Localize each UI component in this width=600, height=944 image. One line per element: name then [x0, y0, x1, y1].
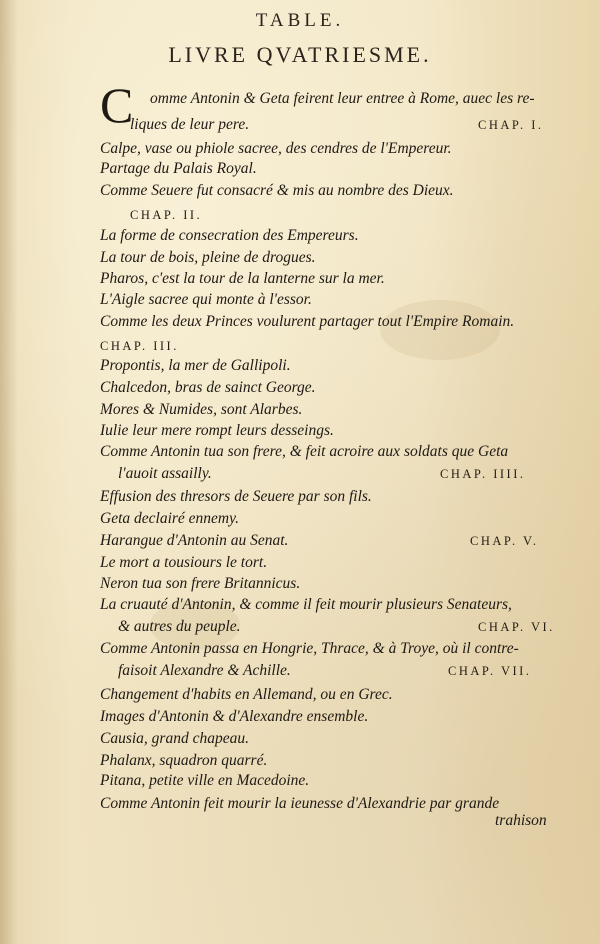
toc-entry-text: Partage du Palais Royal.: [100, 160, 257, 177]
toc-entry-text: Phalanx, squadron quarré.: [100, 752, 268, 769]
toc-entry: [0, 116, 600, 138]
toc-entry-text: L'Aigle sacree qui monte à l'essor.: [100, 291, 312, 308]
toc-entry-text: Images d'Antonin & d'Alexandre ensemble.: [100, 708, 369, 725]
chapter-label: CHAP. V.: [470, 534, 539, 548]
chapter-label: CHAP. III.: [100, 339, 179, 353]
toc-entry: [0, 337, 600, 359]
toc-entry: [0, 422, 600, 444]
chapter-label: CHAP. II.: [130, 208, 203, 222]
toc-entry: [0, 465, 600, 487]
toc-entry-text: Geta declairé ennemy.: [100, 510, 240, 527]
toc-entry-text: La cruauté d'Antonin, & comme il feit mourir plusieurs Senateurs,: [100, 596, 512, 613]
toc-entry: [0, 686, 600, 708]
toc-entry-text: La tour de bois, pleine de drogues.: [100, 249, 316, 266]
toc-entry: [0, 662, 600, 684]
toc-entry: [0, 730, 600, 752]
toc-entry-text: Comme Seuere fut consacré & mis au nombre des Dieux.: [100, 182, 454, 199]
chapter-label: CHAP. IIII.: [440, 467, 526, 481]
toc-entry-text: Calpe, vase ou phiole sacree, des cendres de l'Empereur.: [100, 140, 452, 157]
toc-entry: [0, 532, 600, 554]
toc-entry-text: Comme Antonin tua son frere, & feit acroire aux soldats que Geta: [100, 443, 509, 460]
toc-entry: [0, 575, 600, 597]
catchword: trahison: [495, 812, 547, 829]
chapter-label: CHAP. VII.: [448, 664, 532, 678]
toc-entry-text: l'auoit assailly.: [118, 465, 212, 482]
toc-entry-text: Effusion des thresors de Seuere par son fils.: [100, 488, 372, 505]
toc-entry: [0, 618, 600, 640]
toc-entry: [0, 291, 600, 313]
toc-entry-text: omme Antonin & Geta feirent leur entree à Rome, auec les re-: [150, 90, 535, 107]
toc-entry: [0, 640, 600, 662]
toc-entry-text: Iulie leur mere rompt leurs desseings.: [100, 422, 334, 439]
toc-entry: [0, 510, 600, 532]
toc-entry: [0, 182, 600, 204]
toc-entry-text: Chalcedon, bras de sainct George.: [100, 379, 316, 396]
toc-entry-text: Propontis, la mer de Gallipoli.: [100, 357, 291, 374]
toc-entry-text: Pitana, petite ville en Macedoine.: [100, 772, 310, 789]
toc-entry: [0, 596, 600, 618]
toc-entry: [0, 554, 600, 576]
toc-entry: [0, 140, 600, 162]
toc-entry-text: Le mort a tousiours le tort.: [100, 554, 268, 571]
toc-entry: [0, 379, 600, 401]
toc-entry: [0, 90, 600, 112]
toc-entry-text: Causia, grand chapeau.: [100, 730, 249, 747]
toc-entry-text: Changement d'habits en Allemand, ou en Grec.: [100, 686, 393, 703]
running-head: TABLE.: [255, 10, 345, 31]
toc-entry-text: Comme les deux Princes voulurent partager tout l'Empire Romain.: [100, 313, 515, 330]
toc-entry-text: Pharos, c'est la tour de la lanterne sur la mer.: [100, 270, 385, 287]
chapter-label: CHAP. I.: [478, 118, 544, 132]
toc-entry: [0, 443, 600, 465]
toc-entry-text: faisoit Alexandre & Achille.: [118, 662, 291, 679]
toc-entry-text: Comme Antonin passa en Hongrie, Thrace, & à Troye, où il contre-: [100, 640, 519, 657]
toc-entry-text: La forme de consecration des Empereurs.: [100, 227, 359, 244]
drop-cap: C: [100, 77, 134, 133]
toc-entry: [0, 206, 600, 228]
toc-entry: [0, 488, 600, 510]
toc-entry-text: & autres du peuple.: [118, 618, 241, 635]
chapter-label: CHAP. VI.: [478, 620, 555, 634]
toc-entry: [0, 772, 600, 794]
toc-entry: [0, 249, 600, 271]
toc-entry-text: liques de leur pere.: [130, 116, 250, 133]
toc-entry-text: Harangue d'Antonin au Senat.: [100, 532, 289, 549]
book-title: LIVRE QVATRIESME.: [168, 42, 432, 67]
toc-entry: [0, 270, 600, 292]
toc-entry: [0, 357, 600, 379]
toc-entry: [0, 160, 600, 182]
toc-entry-text: Mores & Numides, sont Alarbes.: [100, 401, 303, 418]
toc-entry: [0, 401, 600, 423]
toc-entry: [0, 708, 600, 730]
toc-entry: [0, 752, 600, 774]
toc-entry-text: Comme Antonin feit mourir la ieunesse d'Alexandrie par grande: [100, 795, 500, 812]
toc-entry: [0, 227, 600, 249]
toc-entry: [0, 313, 600, 335]
toc-entry-text: Neron tua son frere Britannicus.: [100, 575, 301, 592]
